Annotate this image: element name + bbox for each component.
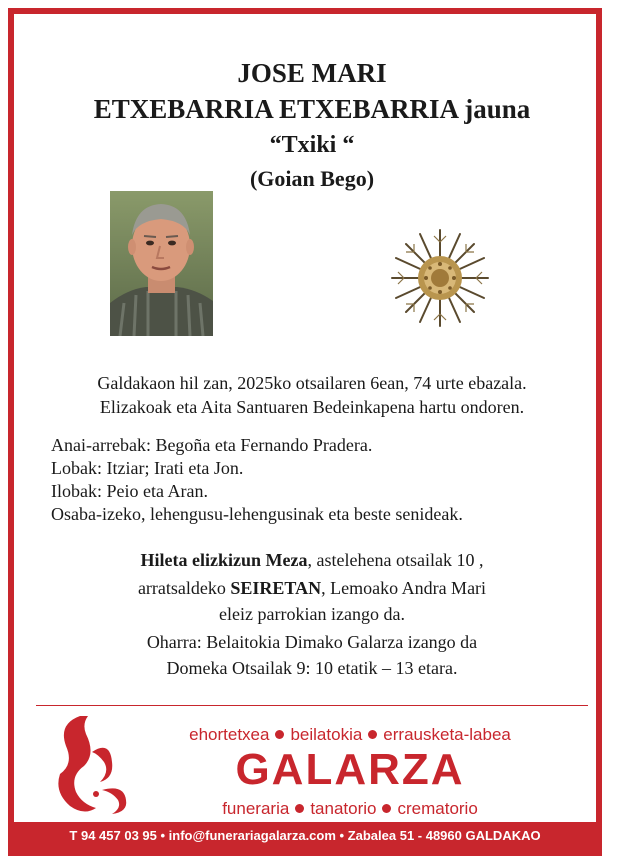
deceased-name-first: JOSE MARI [237, 58, 387, 88]
service-wake-eu: beilatokia [290, 725, 363, 744]
death-notice-line-2: Elizakoak eta Aita Santuaren Bedeinkapena hartu ondoren. [99, 397, 525, 417]
service-line-1 [0, 548, 624, 572]
service-line-2 [0, 576, 624, 600]
deceased-nickname: “Txiki “ [269, 132, 355, 158]
services-basque [150, 725, 550, 745]
galarza-logo-icon [52, 712, 134, 818]
mass-hour: SEIRETAN [230, 578, 322, 598]
service-crematorium-es: crematorio [397, 799, 478, 818]
deceased-name-full: ETXEBARRIA ETXEBARRIA jauna [93, 94, 531, 124]
divider-line [36, 705, 588, 706]
portrait-illustration [110, 191, 213, 336]
family-grandchildren: Ilobak: Peio eta Aran. [51, 481, 208, 501]
service-wake-es: tanatorio [310, 799, 377, 818]
service-funeral-home-es: funeraria [222, 799, 290, 818]
service-visiting-hours: Domeka Otsailak 9: 10 etatik – 13 etara. [166, 658, 458, 678]
service-note: Oharra: Belaitokia Dimako Galarza izango da [146, 632, 478, 652]
mass-label: Hileta elizkizun Meza [140, 550, 308, 570]
contact-footer: T 94 457 03 95 • info@funerariagalarza.com • Zabalea 51 - 48960 GALDAKAO [14, 822, 596, 850]
brand-name: GALARZA [235, 745, 465, 794]
services-spanish [150, 799, 550, 819]
family-list [51, 434, 463, 526]
service-line-3: eleiz parrokian izango da. [219, 604, 405, 624]
bullet-dot [368, 730, 377, 739]
family-siblings: Anai-arrebak: Begoña eta Fernando Pradera. [51, 435, 373, 455]
bullet-dot [275, 730, 284, 739]
service-crematorium-eu: errausketa-labea [383, 725, 511, 744]
bullet-dot [382, 804, 391, 813]
portrait-photo [110, 191, 213, 336]
mass-time-prefix: arratsaldeko [137, 578, 231, 598]
family-relatives: Osaba-izeko, lehengusu-lehengusinak eta beste senideak. [51, 504, 463, 524]
mass-church: , Lemoako Andra Mari [321, 578, 487, 598]
family-nephews: Lobak: Itziar; Irati eta Jon. [51, 458, 244, 478]
bullet-dot [295, 804, 304, 813]
death-notice-line-1: Galdakaon hil zan, 2025ko otsailaren 6ean, 74 urte ebazala. [97, 373, 527, 393]
service-funeral-home-eu: ehortetxea [189, 725, 270, 744]
mass-date: , astelehena otsailak 10 , [307, 550, 484, 570]
epitaph: (Goian Bego) [249, 166, 375, 191]
thistle-illustration [384, 222, 496, 334]
thistle-flower [384, 222, 496, 334]
